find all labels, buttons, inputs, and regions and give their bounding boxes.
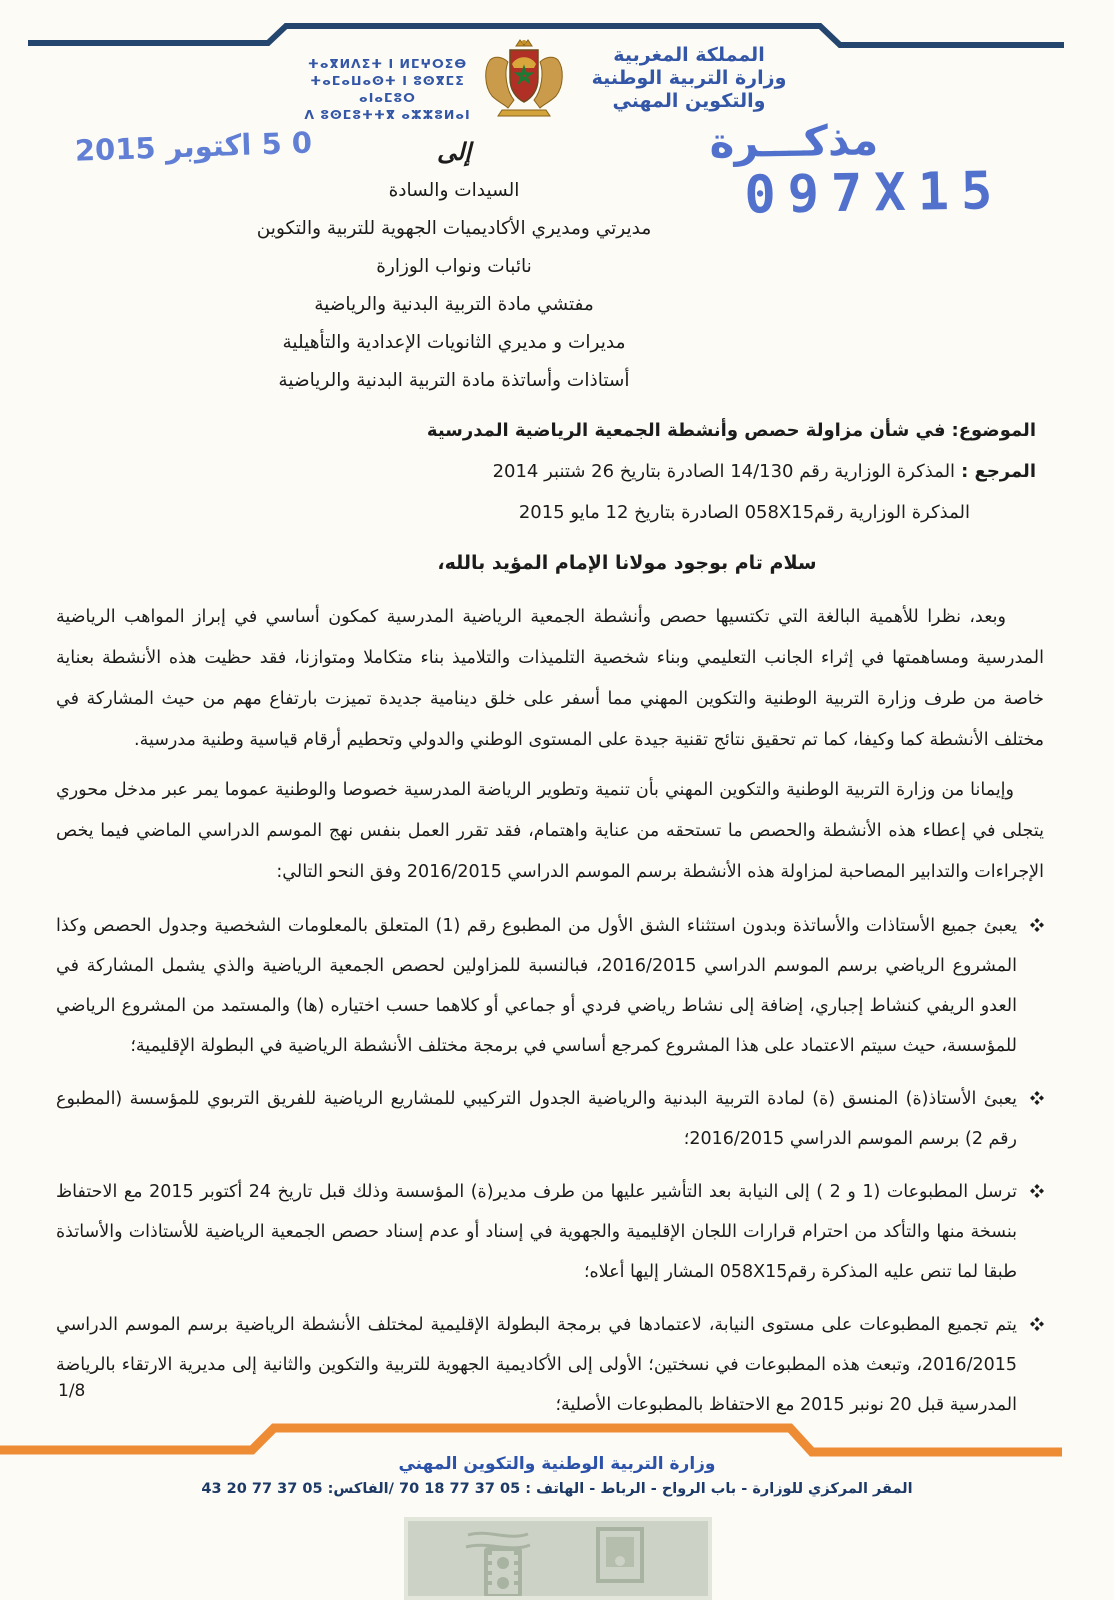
subject-block	[426, 410, 1036, 533]
recipient-line: مفتشي مادة التربية البدنية والرياضية	[314, 294, 594, 315]
reference1-text: المذكرة الوزارية رقم 14/130 الصادرة بتاريخ 26 شتنبر 2014	[492, 461, 956, 482]
recipients-block	[234, 132, 674, 400]
kingdom-name: المملكة المغربية	[613, 44, 765, 66]
bullet-item	[56, 906, 1044, 1066]
ministry-name-tifinagh	[295, 55, 480, 123]
recipients-to: إلى	[437, 138, 471, 166]
tifinagh-line2: ⵜⴰⵎⴰⵡⴰⵙⵜ ⵏ ⵓⵙⴳⵎⵉ ⴰⵏⴰⵎⵓⵔ	[310, 73, 465, 105]
page-number: 1/8	[58, 1381, 86, 1401]
bullet-item	[56, 1172, 1044, 1292]
paragraph: وبعد، نظرا للأهمية البالغة التي تكتسيها حصص وأنشطة الجمعية الرياضية المدرسية كمكون أساسي في إبراز المواهب الرياضية المدرسية ومساهمتها في إثراء الجانب التعليمي وبناء شخصية التلميذات والتلاميذ بناء متكاملا ومتوازنا، فقد حظيت هذه الأنشطة بعناية خاصة من طرف وزارة التربية الوطنية والتكوين المهني مما أسفر على خلق دينامية جديدة تميزت بارتفاع مهم من حيث المشاركة في مختلف الأنشطة كما وكيفا، كما تم تحقيق نتائج تقنية جيدة على المستوى الوطني والدولي وتحطيم أرقام قياسية وطنية مدرسية.	[56, 607, 1044, 750]
diamond-bullet-icon	[1026, 1305, 1044, 1425]
tifinagh-line1: ⵜⴰⴳⵍⴷⵉⵜ ⵏ ⵍⵎⵖⵔⵉⴱ	[307, 56, 468, 71]
memo-body	[56, 597, 1044, 1438]
reference-line-1	[492, 451, 1036, 492]
memo-stamp-number: 097X15	[743, 161, 1005, 226]
ministry-name-arabic	[574, 44, 804, 113]
memo-stamp	[703, 113, 1085, 226]
recipient-line: مديرات و مديري الثانويات الإعدادية والتأهيلية	[282, 332, 626, 353]
recipient-line: أستاذات وأساتذة مادة التربية البدنية والرياضية	[278, 370, 630, 391]
paragraph: وإيمانا من وزارة التربية الوطنية والتكوين المهني بأن تنمية وتطوير الرياضة المدرسية خصوصا والوطنية عموما يمر عبر مدخل محوري يتجلى في إعطاء هذه الأنشطة والحصص ما تستحقه من عناية واهتمام، فقد تقرر العمل بنفس نهج الموسم الدراسي الماضي فيما يخص الإجراءات والتدابير المصاحبة لمزاولة هذه الأنشطة برسم الموسم الدراسي 2016/2015 وفق النحو التالي:	[56, 780, 1044, 882]
bullet-text: يعبئ الأستاذ(ة) المنسق (ة) لمادة التربية البدنية والرياضية الجدول التركيبي للمشاريع الرياضية للفريق التربوي للمؤسسة (المطبوع رقم 2) برسم الموسم الدراسي 2016/2015؛	[56, 1089, 1017, 1149]
bullet-text: ترسل المطبوعات (1 و 2 ) إلى النيابة بعد التأشير عليها من طرف مدير(ة) المؤسسة وذلك قبل تاريخ 24 أكتوبر 2015 مع الاحتفاظ بنسخة منها والتأكد من احترام قرارات اللجان الإقليمية والجهوية في إسناد أو عدم إسناد حصص الجمعية الرياضية للأستاذات والأساتذة طبقا لما تنص عليه المذكرة رقم058X15 المشار إليها أعلاه؛	[56, 1182, 1018, 1282]
subject-line	[426, 410, 1036, 451]
subject-label: الموضوع:	[951, 420, 1036, 441]
subject-text: في شأن مزاولة حصص وأنشطة الجمعية الرياضية المدرسية	[426, 420, 946, 441]
film-strip-icon	[408, 1521, 708, 1596]
bullet-text: يعبئ جميع الأستاذات والأساتذة وبدون استثناء الشق الأول من المطبوع رقم (1) المتعلق بالمعلومات الشخصية وجدول الحصص وكذا المشروع الرياضي برسم الموسم الدراسي 2016/2015، فبالنسبة للمزاولين لحصص الجمعية الرياضية والذي يشمل المشاركة في العدو الريفي كنشاط إجباري، إضافة إلى نشاط رياضي فردي أو جماعي أو كلاهما حسب اختياره (ها) والمستمد من المشروع الرياضي للمؤسسة، حيث سيتم الاعتماد على هذا المشروع كمرجع أساسي في برمجة مختلف الأنشطة الرياضية في البطولة الإقليمية؛	[56, 916, 1017, 1056]
footer-ministry-name: وزارة التربية الوطنية والتكوين المهني	[398, 1454, 716, 1474]
ministry-line2: والتكوين المهني	[612, 90, 766, 112]
diamond-bullet-icon	[1026, 1172, 1044, 1292]
bullet-item	[56, 1079, 1044, 1159]
date-stamp: 0 5 اكتوبر 2015	[74, 125, 313, 168]
diamond-bullet-icon	[1026, 906, 1044, 1066]
reference-line-2: المذكرة الوزارية رقم058X15 الصادرة بتاريخ 12 مايو 2015	[518, 502, 970, 523]
bullet-text: يتم تجميع المطبوعات على مستوى النيابة، لاعتمادها في برمجة البطولة الإقليمية لمختلف الأنشطة الرياضية برسم الموسم الدراسي 2016/2015، وتبعث هذه المطبوعات في نسختين؛ الأولى إلى الأكاديمية الجهوية للتربية والتكوين والثانية إلى مديرية الارتقاء بالرياضة المدرسية قبل 20 نونبر 2015 مع الاحتفاظ بالمطبوعات الأصلية؛	[56, 1315, 1017, 1415]
bullet-item	[56, 1305, 1044, 1425]
footer-address: المقر المركزي للوزارة - باب الرواح - الرباط - الهاتف : 05 37 77 18 70 /الفاكس: 05 37 77 20 43	[201, 1481, 913, 1497]
recipient-line: السيدات والسادة	[388, 180, 520, 201]
bullet-list	[56, 906, 1044, 1425]
memo-stamp-word: مذكـــرة	[709, 115, 879, 168]
scan-artifact	[404, 1517, 712, 1600]
tifinagh-line3: ⴷ ⵓⵙⵎⵓⵜⵜⴳ ⴰⵣⵣⵓⵍⴰⵏ	[304, 107, 471, 122]
recipient-line: مديرتي ومديري الأكاديميات الجهوية للتربية والتكوين	[256, 218, 652, 239]
diamond-bullet-icon	[1026, 1079, 1044, 1159]
salutation: سلام تام بوجود مولانا الإمام المؤيد بالله،	[437, 552, 817, 574]
ministry-line1: وزارة التربية الوطنية	[591, 67, 787, 89]
recipient-line: نائبات ونواب الوزارة	[376, 256, 532, 277]
morocco-coat-of-arms-icon	[476, 38, 572, 122]
reference-label: المرجع :	[961, 461, 1036, 482]
